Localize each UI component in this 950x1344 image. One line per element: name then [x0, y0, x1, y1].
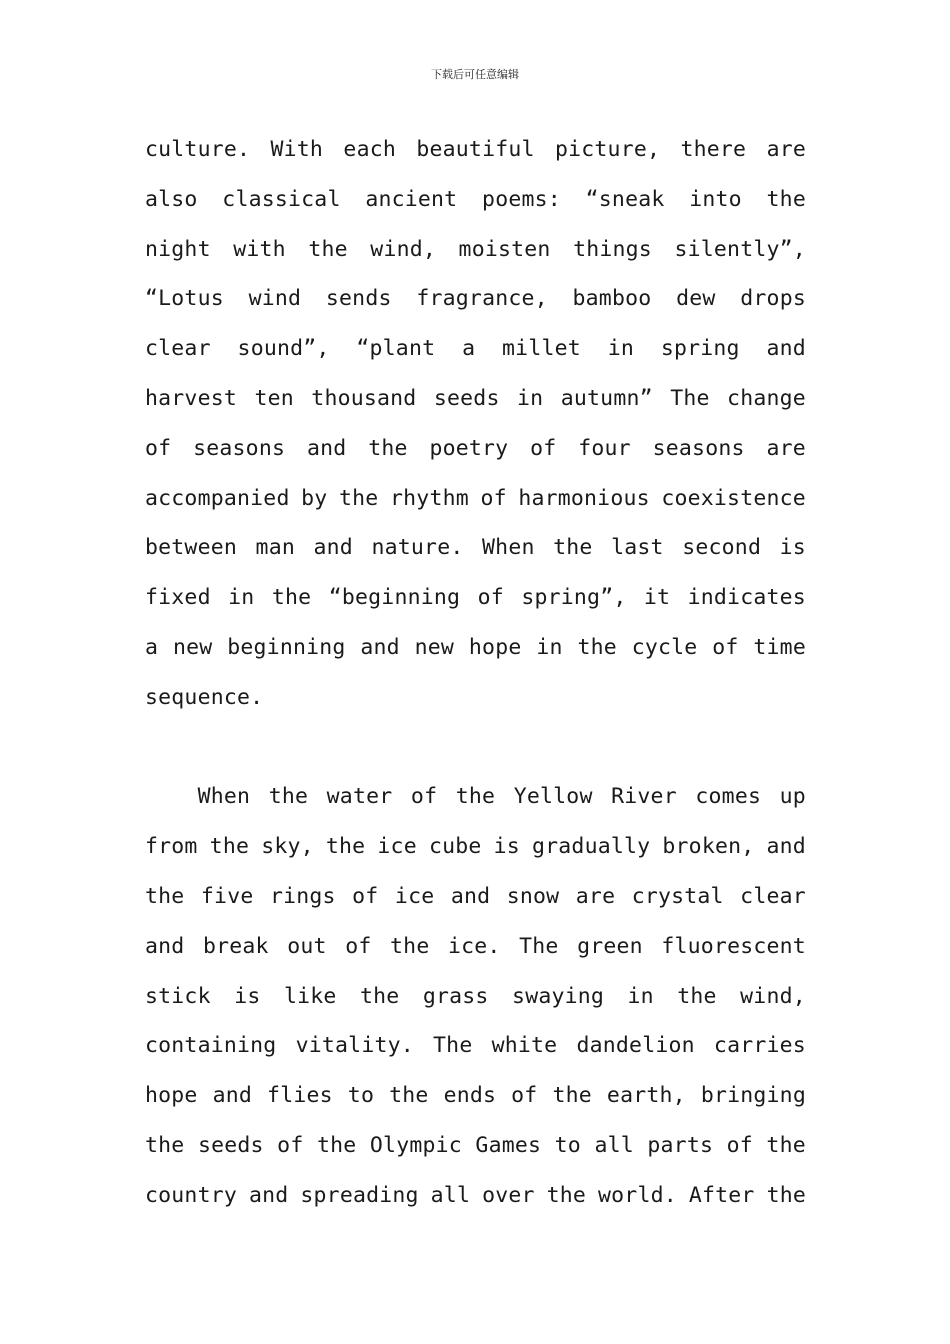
word: ice — [377, 834, 417, 860]
word: seeds — [197, 1132, 264, 1158]
word: each — [343, 137, 396, 162]
word: and — [766, 834, 806, 860]
word: in — [627, 983, 654, 1009]
word: “beginning — [328, 585, 461, 611]
word: The — [670, 385, 710, 411]
text-line — [145, 623, 806, 673]
word: are — [575, 883, 616, 909]
word: all — [594, 1132, 634, 1158]
word: and — [360, 634, 400, 660]
word: wind, — [370, 236, 437, 262]
word: “Lotus — [145, 286, 224, 312]
text-line — [145, 822, 806, 872]
word: to — [554, 1132, 581, 1158]
word: sends — [325, 286, 392, 312]
word: drops — [740, 286, 806, 312]
word: the — [209, 834, 250, 860]
word: fixed — [145, 585, 211, 611]
word: containing — [145, 1033, 277, 1059]
text-line — [145, 125, 806, 175]
word: beautiful — [416, 137, 535, 162]
word: four — [578, 435, 631, 461]
word: autumn” — [560, 385, 653, 411]
word: sky, — [261, 834, 314, 860]
word: second — [682, 535, 762, 561]
word: When — [145, 784, 251, 810]
word: the — [390, 933, 430, 959]
word: crystal — [631, 883, 724, 909]
word: new — [172, 634, 213, 660]
word: change — [727, 385, 806, 411]
word: also — [145, 186, 198, 212]
word: ends — [443, 1083, 497, 1109]
word: stick — [145, 983, 211, 1009]
word: of — [145, 435, 172, 461]
word: the — [308, 236, 348, 262]
word: seasons — [193, 435, 286, 461]
word: harvest — [145, 385, 238, 411]
word: swaying — [512, 983, 605, 1009]
word: moisten — [458, 236, 551, 262]
page-header: 下载后可任意编辑 — [431, 68, 519, 81]
text-line — [145, 573, 806, 623]
word: ice — [394, 883, 435, 909]
word: things — [573, 236, 652, 262]
word: hope — [145, 1083, 198, 1109]
word: with — [233, 236, 286, 262]
word: With — [270, 137, 324, 162]
word: the — [552, 1083, 592, 1109]
word: world. — [598, 1182, 677, 1208]
word: country — [145, 1182, 238, 1208]
word: the — [359, 983, 400, 1009]
word: silently”, — [674, 236, 806, 262]
text-line — [145, 424, 806, 474]
text-line — [145, 175, 806, 225]
word: out — [287, 933, 327, 959]
word: sound”, — [237, 336, 330, 362]
word: The — [433, 1033, 473, 1059]
word: cube — [428, 834, 482, 860]
text-line — [145, 225, 806, 275]
word: the — [546, 1182, 587, 1208]
word: bringing — [700, 1083, 806, 1109]
word: is — [779, 535, 806, 561]
word: rings — [269, 883, 336, 909]
word: like — [283, 983, 337, 1009]
word: nature. — [371, 535, 464, 561]
word: of — [511, 1083, 538, 1109]
word: break — [202, 933, 269, 959]
word: snow — [506, 883, 560, 909]
word: the — [368, 435, 408, 461]
word: the — [316, 1132, 357, 1158]
word: by — [301, 485, 328, 511]
word: are — [766, 137, 806, 162]
word: water — [326, 784, 393, 810]
word: flies — [267, 1083, 333, 1109]
word: is — [493, 834, 520, 860]
word: picture, — [554, 137, 661, 162]
text-line — [145, 1171, 806, 1221]
word: classical — [222, 186, 341, 212]
word: Games — [475, 1132, 542, 1158]
text-line — [145, 1071, 806, 1121]
word: a — [462, 336, 476, 362]
word: spring — [660, 336, 740, 362]
word: the — [577, 634, 617, 660]
word: all — [430, 1182, 471, 1208]
word: of — [477, 585, 504, 611]
word: new — [414, 634, 455, 660]
word: hope — [468, 634, 522, 660]
text-line — [145, 872, 806, 922]
word: white — [491, 1033, 558, 1059]
word: up — [779, 784, 806, 810]
word: the — [766, 186, 806, 212]
word: culture. — [145, 137, 251, 162]
word: time — [753, 634, 806, 660]
text-line — [145, 474, 806, 524]
word: of — [345, 933, 372, 959]
word: into — [689, 186, 742, 212]
word: of — [726, 1132, 753, 1158]
word: gradually — [532, 834, 651, 860]
word: the — [766, 1182, 806, 1208]
word: parts — [647, 1132, 714, 1158]
word: fragrance, — [416, 286, 548, 312]
word: and — [248, 1182, 289, 1208]
word: clear — [740, 883, 806, 909]
word: the — [455, 784, 496, 810]
word: and — [306, 435, 347, 461]
word: “sneak — [585, 186, 665, 212]
word: wind, — [740, 983, 806, 1009]
word: Olympic — [369, 1132, 462, 1158]
word: wind — [248, 286, 302, 312]
paragraph — [145, 125, 806, 723]
word: there — [680, 137, 747, 162]
word: ice. — [448, 933, 501, 959]
word: the — [677, 983, 717, 1009]
word: of — [352, 883, 379, 909]
word: the — [145, 883, 185, 909]
word: of — [712, 634, 739, 660]
paragraph — [145, 772, 806, 1220]
word: dandelion — [576, 1033, 695, 1059]
word: in — [536, 634, 563, 660]
text-line — [145, 972, 806, 1022]
word: five — [200, 883, 254, 909]
word: ten — [254, 385, 294, 411]
document-body — [145, 125, 806, 1221]
word: night — [145, 236, 211, 262]
word: the — [145, 1132, 185, 1158]
word: When — [482, 535, 535, 561]
word: seeds — [433, 385, 500, 411]
word: and — [145, 933, 185, 959]
paragraph-spacer — [145, 723, 806, 773]
word: rhythm — [390, 485, 469, 511]
word: and — [450, 883, 491, 909]
word: in — [607, 336, 635, 362]
word: coexistence — [661, 485, 806, 511]
word: the — [325, 834, 366, 860]
word: fluorescent — [661, 933, 806, 959]
word: and — [766, 336, 806, 362]
word: the — [339, 485, 379, 511]
text-line — [145, 324, 806, 374]
word: spring”, — [521, 585, 627, 611]
word: the — [389, 1083, 429, 1109]
word: it — [643, 585, 671, 611]
word: and — [212, 1083, 253, 1109]
word: indicates — [687, 585, 806, 611]
word: ancient — [365, 186, 458, 212]
text-line — [145, 922, 806, 972]
word: River — [611, 784, 677, 810]
word: and — [313, 535, 353, 561]
word: between — [145, 535, 238, 561]
word: carries — [713, 1033, 806, 1059]
word: green — [577, 933, 643, 959]
word: dew — [676, 286, 716, 312]
word: poems: — [482, 186, 561, 212]
word: are — [766, 435, 806, 461]
text-line — [145, 523, 806, 573]
word: seasons — [652, 435, 745, 461]
word: the — [553, 535, 593, 561]
word: poetry — [429, 435, 509, 461]
word: comes — [695, 784, 762, 810]
word: “plant — [356, 336, 436, 362]
word: Yellow — [513, 784, 593, 810]
word: bamboo — [572, 286, 652, 312]
word: last — [611, 535, 664, 561]
word: the — [268, 784, 309, 810]
text-line — [145, 1021, 806, 1071]
word: the — [766, 1132, 806, 1158]
word: After — [688, 1182, 755, 1208]
text-line — [145, 772, 806, 822]
text-line — [145, 1121, 806, 1171]
word: The — [519, 933, 559, 959]
word: earth, — [606, 1083, 686, 1109]
word: millet — [502, 336, 581, 362]
word: vitality. — [295, 1033, 414, 1059]
word: from — [145, 834, 198, 860]
text-line: sequence. — [145, 684, 264, 710]
word: accompanied — [145, 485, 290, 511]
word: broken, — [662, 834, 755, 860]
word: of — [277, 1132, 304, 1158]
word: clear — [145, 336, 211, 362]
word: grass — [422, 983, 489, 1009]
text-line — [145, 274, 806, 324]
word: in — [517, 385, 544, 411]
word: is — [234, 983, 261, 1009]
word: the — [271, 585, 312, 611]
word: harmonious — [518, 485, 650, 511]
word: man — [255, 535, 295, 561]
word: of — [410, 784, 438, 810]
word: in — [228, 585, 255, 611]
word: a — [145, 634, 159, 660]
word: beginning — [227, 634, 346, 660]
word: of — [530, 435, 557, 461]
word: to — [347, 1083, 375, 1109]
word: thousand — [311, 385, 417, 411]
word: spreading — [300, 1182, 419, 1208]
word: over — [482, 1182, 535, 1208]
word: of — [480, 485, 507, 511]
text-line — [145, 374, 806, 424]
word: cycle — [631, 634, 698, 660]
